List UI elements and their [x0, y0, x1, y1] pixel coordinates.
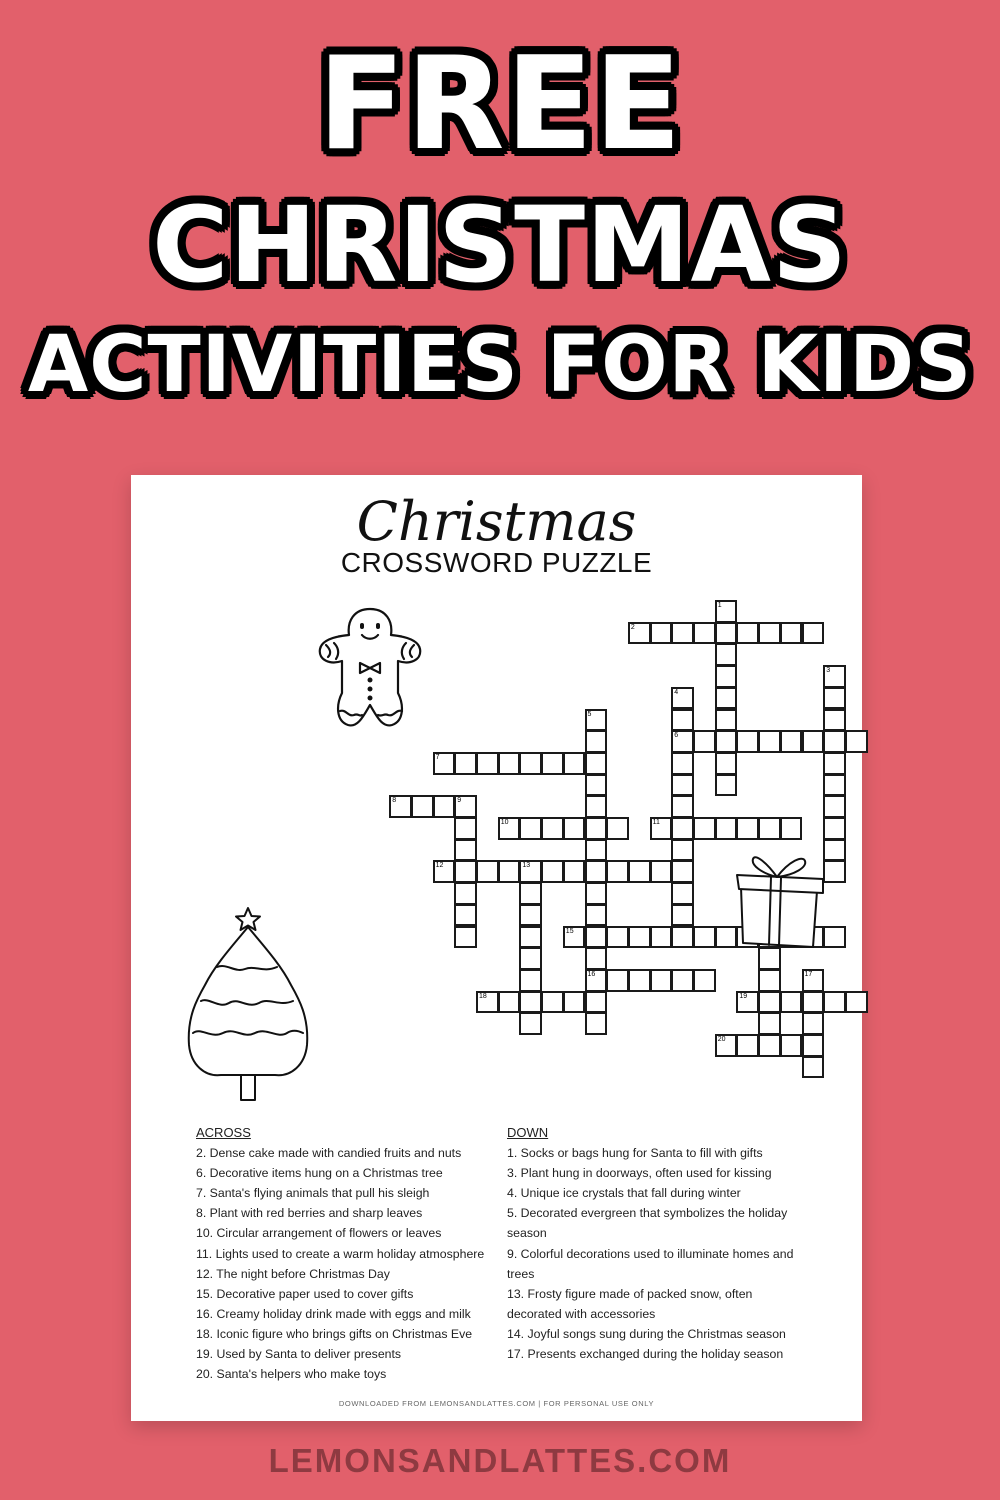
crossword-cell[interactable]: [780, 622, 803, 645]
crossword-cell[interactable]: [715, 643, 738, 666]
across-clue: 8. Plant with red berries and sharp leaves: [196, 1206, 423, 1221]
across-heading: ACROSS: [196, 1125, 251, 1140]
crossword-cell[interactable]: [715, 665, 738, 688]
clue-number: 12: [435, 862, 444, 870]
crossword-cell[interactable]: [454, 752, 477, 775]
clue-number: 7: [435, 753, 440, 761]
crossword-cell[interactable]: [758, 969, 781, 992]
crossword-cell[interactable]: [585, 904, 608, 927]
crossword-cell[interactable]: [519, 969, 542, 992]
crossword-cell[interactable]: [802, 622, 825, 645]
crossword-cell[interactable]: [650, 622, 673, 645]
crossword-cell[interactable]: [758, 1012, 781, 1035]
site-url: LEMONSANDLATTES.COM: [268, 1442, 732, 1479]
across-clue: 11. Lights used to create a warm holiday atmosphere: [196, 1246, 485, 1261]
crossword-cell[interactable]: [498, 752, 521, 775]
crossword-cell[interactable]: [519, 1012, 542, 1035]
crossword-cell[interactable]: [541, 752, 564, 775]
crossword-cell[interactable]: [606, 817, 629, 840]
crossword-cell[interactable]: [671, 882, 694, 905]
across-clue: 20. Santa's helpers who make toys: [196, 1367, 387, 1382]
crossword-cell[interactable]: [498, 991, 521, 1014]
down-clue: 13. Frosty figure made of packed snow, often decorated with accessories: [507, 1286, 753, 1321]
down-clue: 5. Decorated evergreen that symbolizes the holiday season: [507, 1206, 788, 1241]
across-clue: 2. Dense cake made with candied fruits and nuts: [196, 1146, 462, 1161]
crossword-cell[interactable]: [780, 991, 803, 1014]
crossword-cell[interactable]: [802, 969, 825, 992]
crossword-cell[interactable]: [736, 1034, 759, 1057]
crossword-cell[interactable]: [454, 904, 477, 927]
crossword-cell[interactable]: [715, 687, 738, 710]
crossword-cell[interactable]: [476, 991, 499, 1014]
crossword-cell[interactable]: [628, 969, 651, 992]
gingerbread-man-icon: [314, 605, 426, 731]
crossword-cell[interactable]: [585, 709, 608, 732]
crossword-cell[interactable]: [823, 730, 846, 753]
crossword-cell[interactable]: [454, 926, 477, 949]
crossword-cell[interactable]: [585, 730, 608, 753]
crossword-cell[interactable]: [693, 817, 716, 840]
across-clue: 15. Decorative paper used to cover gifts: [196, 1286, 414, 1301]
crossword-cell[interactable]: [715, 1034, 738, 1057]
crossword-cell[interactable]: [585, 882, 608, 905]
clue-number: 8: [392, 797, 397, 805]
crossword-cell[interactable]: [671, 709, 694, 732]
crossword-cell[interactable]: [671, 839, 694, 862]
crossword-cell[interactable]: [585, 795, 608, 818]
across-clue: 16. Creamy holiday drink made with eggs and milk: [196, 1306, 471, 1321]
clue-number: 20: [717, 1036, 726, 1043]
headline-free: FREE: [317, 30, 683, 179]
crossword-cell[interactable]: [693, 926, 716, 949]
crossword-cell[interactable]: [519, 752, 542, 775]
crossword-cell[interactable]: [454, 839, 477, 862]
crossword-cell[interactable]: [519, 817, 542, 840]
crossword-cell[interactable]: [454, 860, 477, 883]
crossword-cell[interactable]: [671, 752, 694, 775]
crossword-cell[interactable]: [563, 860, 586, 883]
crossword-cell[interactable]: [736, 817, 759, 840]
clue-number: 11: [652, 819, 660, 826]
crossword-cell[interactable]: [650, 860, 673, 883]
crossword-cell[interactable]: [585, 991, 608, 1014]
across-clue: 19. Used by Santa to deliver presents: [196, 1347, 402, 1362]
crossword-cell[interactable]: [585, 926, 608, 949]
crossword-cell[interactable]: [671, 969, 694, 992]
clue-number: 1: [717, 602, 722, 609]
crossword-worksheet: [131, 475, 862, 1421]
crossword-cell[interactable]: [628, 860, 651, 883]
crossword-cell[interactable]: [476, 752, 499, 775]
down-clue: 1. Socks or bags hung for Santa to fill with gifts: [507, 1146, 763, 1161]
across-clue: 12. The night before Christmas Day: [196, 1266, 390, 1281]
crossword-cell[interactable]: [845, 991, 868, 1014]
crossword-cell[interactable]: [736, 730, 759, 753]
crossword-cell[interactable]: [823, 774, 846, 797]
crossword-cell[interactable]: [606, 860, 629, 883]
crossword-cell[interactable]: [715, 622, 738, 645]
crossword-cell[interactable]: [433, 795, 456, 818]
crossword-cell[interactable]: [823, 665, 846, 688]
crossword-cell[interactable]: [389, 795, 412, 818]
clue-number: 3: [826, 667, 831, 675]
across-clue: 10. Circular arrangement of flowers or leaves: [196, 1226, 442, 1241]
crossword-cell[interactable]: [715, 817, 738, 840]
crossword-cell[interactable]: [823, 709, 846, 732]
crossword-cell[interactable]: [541, 817, 564, 840]
crossword-cell[interactable]: [693, 622, 716, 645]
worksheet-script-title: Christmas: [356, 490, 637, 553]
crossword-cell[interactable]: [585, 969, 608, 992]
crossword-cell[interactable]: [541, 860, 564, 883]
crossword-cell[interactable]: [563, 817, 586, 840]
crossword-cell[interactable]: [585, 947, 608, 970]
crossword-cell[interactable]: [758, 817, 781, 840]
crossword-cell[interactable]: [585, 1012, 608, 1035]
clue-number: 19: [739, 992, 748, 1000]
crossword-cell[interactable]: [758, 730, 781, 753]
down-clue: 14. Joyful songs sung during the Christmas season: [507, 1326, 786, 1341]
crossword-cell[interactable]: [671, 860, 694, 883]
crossword-cell[interactable]: [433, 752, 456, 775]
across-clue: 7. Santa's flying animals that pull his sleigh: [196, 1186, 430, 1201]
crossword-cell[interactable]: [519, 860, 542, 883]
crossword-cell[interactable]: [671, 730, 694, 753]
across-clue: 6. Decorative items hung on a Christmas tree: [196, 1166, 443, 1181]
clue-number: 4: [674, 688, 679, 696]
crossword-cell[interactable]: [671, 904, 694, 927]
crossword-cell[interactable]: [671, 795, 694, 818]
clue-number: 13: [522, 862, 531, 870]
across-clues: [196, 1123, 496, 1384]
crossword-cell[interactable]: [563, 752, 586, 775]
crossword-cell[interactable]: [650, 817, 673, 840]
crossword-cell[interactable]: [519, 882, 542, 905]
crossword-cell[interactable]: [780, 730, 803, 753]
crossword-cell[interactable]: [802, 1056, 825, 1079]
crossword-cell[interactable]: [454, 795, 477, 818]
crossword-cell[interactable]: [671, 687, 694, 710]
crossword-cell[interactable]: [563, 926, 586, 949]
crossword-cell[interactable]: [476, 860, 499, 883]
clue-number: 6: [674, 732, 679, 740]
crossword-cell[interactable]: [585, 752, 608, 775]
crossword-cell[interactable]: [758, 991, 781, 1014]
crossword-cell[interactable]: [802, 730, 825, 753]
crossword-cell[interactable]: [519, 904, 542, 927]
crossword-cell[interactable]: [758, 622, 781, 645]
crossword-cell[interactable]: [715, 600, 738, 623]
crossword-cell[interactable]: [802, 1034, 825, 1057]
crossword-cell[interactable]: [433, 860, 456, 883]
down-heading: DOWN: [507, 1125, 549, 1140]
crossword-cell[interactable]: [585, 774, 608, 797]
headline-activities: ACTIVITIES FOR KIDS: [27, 320, 973, 410]
crossword-cell[interactable]: [736, 622, 759, 645]
crossword-cell[interactable]: [715, 774, 738, 797]
down-clues: [507, 1123, 807, 1364]
clue-number: 5: [587, 710, 592, 718]
crossword-cell[interactable]: [454, 882, 477, 905]
crossword-cell[interactable]: [802, 1012, 825, 1035]
clue-number: 16: [587, 970, 596, 978]
crossword-cell[interactable]: [650, 926, 673, 949]
crossword-cell[interactable]: [736, 991, 759, 1014]
clue-number: 18: [479, 992, 487, 1000]
crossword-cell[interactable]: [671, 926, 694, 949]
crossword-cell[interactable]: [845, 730, 868, 753]
across-clue: 18. Iconic figure who brings gifts on Christmas Eve: [196, 1326, 473, 1341]
crossword-cell[interactable]: [823, 991, 846, 1014]
clue-number: 15: [565, 927, 574, 935]
crossword-cell[interactable]: [715, 709, 738, 732]
crossword-cell[interactable]: [715, 752, 738, 775]
crossword-cell[interactable]: [671, 774, 694, 797]
crossword-cell[interactable]: [498, 817, 521, 840]
crossword-cell[interactable]: [671, 817, 694, 840]
crossword-cell[interactable]: [585, 860, 608, 883]
gift-box-icon: [733, 843, 829, 951]
crossword-cell[interactable]: [563, 991, 586, 1014]
clue-number: 2: [630, 623, 635, 631]
crossword-cell[interactable]: [693, 730, 716, 753]
crossword-cell[interactable]: [671, 622, 694, 645]
crossword-cell[interactable]: [823, 795, 846, 818]
crossword-cell[interactable]: [519, 947, 542, 970]
worksheet-subtitle: CROSSWORD PUZZLE: [340, 547, 653, 578]
crossword-cell[interactable]: [628, 926, 651, 949]
crossword-cell[interactable]: [606, 926, 629, 949]
crossword-cell[interactable]: [823, 752, 846, 775]
crossword-cell[interactable]: [541, 991, 564, 1014]
crossword-cell[interactable]: [519, 926, 542, 949]
crossword-cell[interactable]: [454, 817, 477, 840]
crossword-cell[interactable]: [823, 817, 846, 840]
crossword-cell[interactable]: [628, 622, 651, 645]
down-clue: 17. Presents exchanged during the holiday season: [507, 1347, 784, 1362]
christmas-tree-icon: [183, 905, 313, 1105]
crossword-cell[interactable]: [606, 969, 629, 992]
clue-number: 10: [500, 819, 509, 826]
crossword-cell[interactable]: [693, 969, 716, 992]
crossword-cell[interactable]: [780, 817, 803, 840]
down-clue: 9. Colorful decorations used to illuminate homes and trees: [507, 1246, 794, 1281]
worksheet-footer-note: DOWNLOADED FROM LEMONSANDLATTES.COM | FOR PERSONAL USE ONLY: [338, 1399, 655, 1408]
crossword-cell[interactable]: [715, 730, 738, 753]
crossword-cell[interactable]: [585, 817, 608, 840]
crossword-cell[interactable]: [411, 795, 434, 818]
crossword-cell[interactable]: [802, 991, 825, 1014]
crossword-cell[interactable]: [650, 969, 673, 992]
crossword-cell[interactable]: [823, 687, 846, 710]
clue-number: 17: [804, 970, 813, 978]
crossword-cell[interactable]: [519, 991, 542, 1014]
down-clue: 4. Unique ice crystals that fall during winter: [507, 1186, 741, 1201]
clue-number: 9: [457, 797, 462, 805]
crossword-cell[interactable]: [585, 839, 608, 862]
crossword-cell[interactable]: [780, 1034, 803, 1057]
crossword-cell[interactable]: [758, 1034, 781, 1057]
down-clue: 3. Plant hung in doorways, often used for kissing: [507, 1166, 772, 1181]
crossword-cell[interactable]: [498, 860, 521, 883]
headline-christmas: CHRISTMAS: [152, 184, 848, 306]
